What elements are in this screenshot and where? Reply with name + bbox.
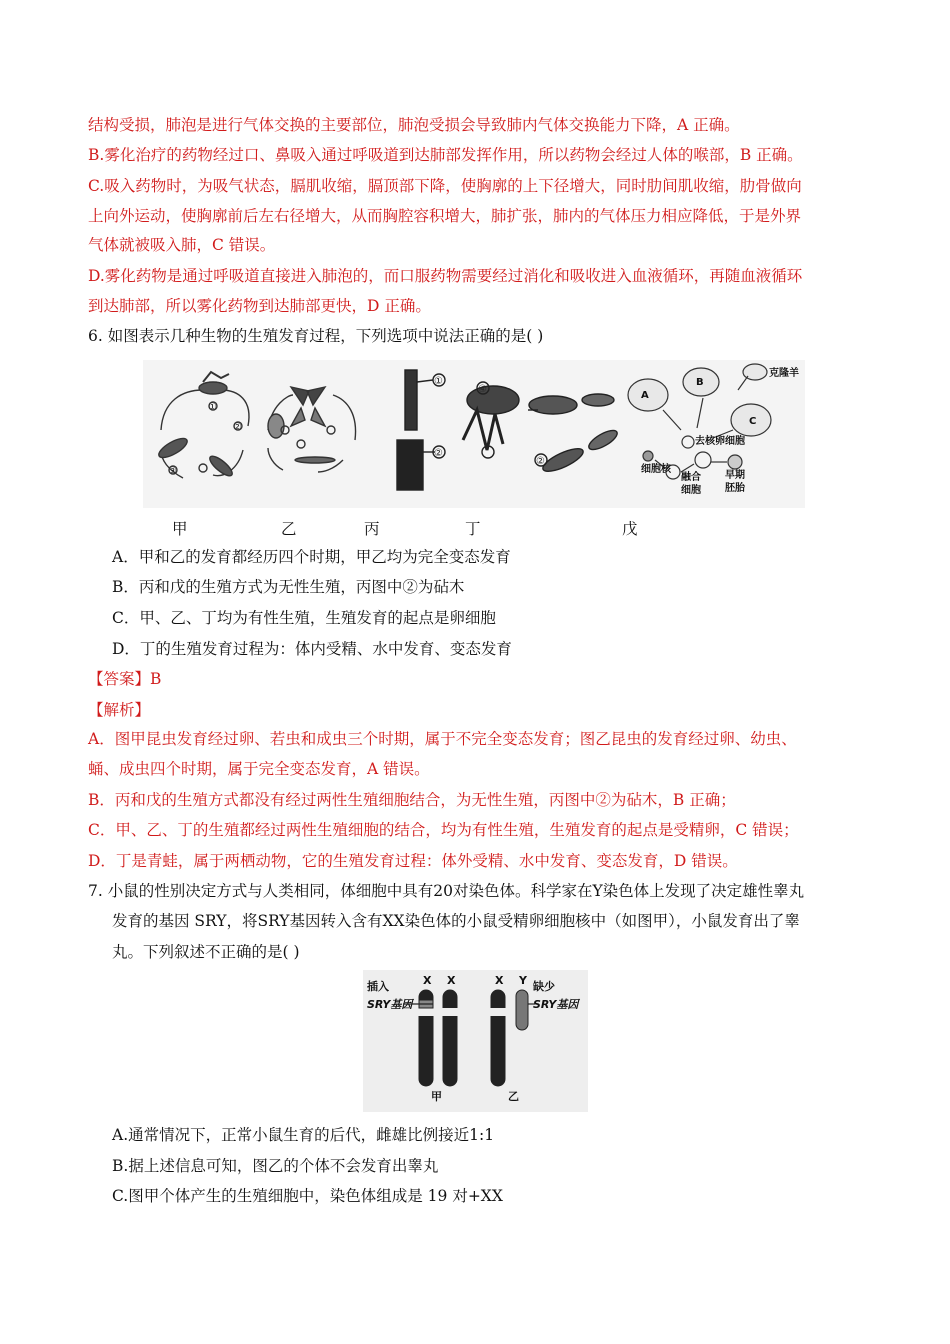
question-7-option-a: A.通常情况下，正常小鼠生育的后代，雌雄比例接近1:1	[112, 1126, 495, 1144]
question-6-analysis-a1: A．图甲昆虫发育经过卵、若虫和成虫三个时期，属于不完全变态发育；图乙昆虫的发育经过卵、幼虫、	[88, 730, 797, 748]
figure-label-bing: 丙	[364, 520, 380, 538]
svg-text:融合: 融合	[681, 472, 701, 483]
svg-text:缺少: 缺少	[533, 980, 555, 993]
explanation-c-line2: 上向外运动，使胸廓前后左右径增大，从而胸腔容积增大，肺扩张，肺内的气体压力相应降低，于是外界	[88, 207, 802, 225]
question-6-analysis-title: 【解析】	[88, 701, 151, 719]
svg-text:①: ①	[434, 376, 443, 387]
svg-text:早期: 早期	[725, 470, 745, 481]
svg-text:细胞: 细胞	[681, 485, 701, 496]
svg-text:X: X	[423, 974, 432, 987]
svg-text:细胞核: 细胞核	[641, 464, 671, 475]
svg-text:②: ②	[536, 456, 545, 467]
question-6-answer: 【答案】B	[88, 670, 162, 688]
svg-text:X: X	[495, 974, 504, 987]
question-6-analysis-b: B．丙和戊的生殖方式都没有经过两性生殖细胞结合，为无性生殖，丙图中②为砧木，B 正确；	[88, 791, 736, 809]
svg-text:①: ①	[208, 402, 217, 413]
svg-text:去核卵细胞: 去核卵细胞	[695, 436, 745, 447]
explanation-c-line1: C.吸入药物时，为吸气状态，膈肌收缩，膈顶部下降，使胸廓的上下径增大，同时肋间肌收缩，肋骨做向	[88, 177, 802, 195]
figure-label-jia: 甲	[172, 520, 188, 538]
svg-text:插入: 插入	[367, 980, 389, 993]
svg-text:A: A	[641, 390, 649, 401]
question-6-analysis-d: D．丁是青蛙，属于两栖动物，它的生殖发育过程：体外受精、水中发育、变态发育，D 错误。	[88, 852, 738, 870]
chromosome-figure	[363, 970, 588, 1112]
svg-text:乙: 乙	[508, 1090, 519, 1103]
svg-text:SRY基因: SRY基因	[367, 998, 413, 1011]
figure-label-yi: 乙	[281, 520, 297, 538]
question-6-option-d: D．丁的生殖发育过程为：体内受精、水中发育、变态发育	[112, 640, 512, 658]
svg-text:X: X	[447, 974, 456, 987]
question-7-stem-line1: 7. 小鼠的性别决定方式与人类相同，体细胞中具有20对染色体。科学家在Y染色体上发现了决定雄性睾丸	[88, 882, 805, 900]
svg-text:④: ④	[478, 384, 487, 395]
question-6-option-a: A．甲和乙的发育都经历四个时期，甲乙均为完全变态发育	[112, 548, 511, 566]
svg-text:克隆羊: 克隆羊	[769, 368, 799, 379]
explanation-d-line2: 到达肺部，所以雾化药物到达肺部更快，D 正确。	[88, 297, 431, 315]
figure-label-ding: 丁	[465, 520, 481, 538]
explanation-b: B.雾化治疗的药物经过口、鼻吸入通过呼吸道到达肺部发挥作用，所以药物会经过人体的喉部，B 正确。	[88, 146, 803, 164]
svg-text:SRY基因: SRY基因	[533, 998, 579, 1011]
svg-text:②: ②	[434, 448, 443, 459]
explanation-d-line1: D.雾化药物是通过呼吸道直接进入肺泡的，而口服药物需要经过消化和吸收进入血液循环，再随血液循环	[88, 267, 803, 285]
svg-text:②: ②	[233, 422, 242, 433]
svg-text:B: B	[696, 377, 704, 388]
question-6-option-b: B．丙和戊的生殖方式为无性生殖，丙图中②为砧木	[112, 578, 465, 596]
svg-text:③: ③	[168, 466, 177, 477]
question-6-analysis-a2: 蛹、成虫四个时期，属于完全变态发育，A 错误。	[88, 760, 430, 778]
question-7-stem-line2: 发育的基因 SRY，将SRY基因转入含有XX染色体的小鼠受精卵细胞核中（如图甲），小鼠发育出了睾	[112, 912, 800, 930]
question-6-analysis-c: C．甲、乙、丁的生殖都经过两性生殖细胞的结合，均为有性生殖，生殖发育的起点是受精卵，C 错误；	[88, 821, 799, 839]
figure-label-wu: 戊	[622, 520, 638, 538]
question-7-stem-line3: 丸。下列叙述不正确的是( )	[112, 943, 300, 961]
question-7-option-b: B.据上述信息可知，图乙的个体不会发育出睾丸	[112, 1157, 439, 1175]
svg-text:Y: Y	[519, 974, 527, 987]
explanation-a-continued: 结构受损，肺泡是进行气体交换的主要部位，肺泡受损会导致肺内气体交换能力下降，A 正确。	[88, 116, 740, 134]
question-7-option-c: C.图甲个体产生的生殖细胞中，染色体组成是 19 对+XX	[112, 1187, 503, 1205]
svg-text:C: C	[749, 416, 757, 427]
svg-text:甲: 甲	[431, 1090, 442, 1103]
explanation-c-line3: 气体就被吸入肺，C 错误。	[88, 236, 276, 254]
question-6-option-c: C．甲、乙、丁均为有性生殖，生殖发育的起点是卵细胞	[112, 609, 496, 627]
question-6-stem: 6. 如图表示几种生物的生殖发育过程，下列选项中说法正确的是( )	[88, 327, 544, 345]
reproduction-figure	[143, 360, 805, 508]
svg-text:胚胎: 胚胎	[725, 483, 745, 494]
